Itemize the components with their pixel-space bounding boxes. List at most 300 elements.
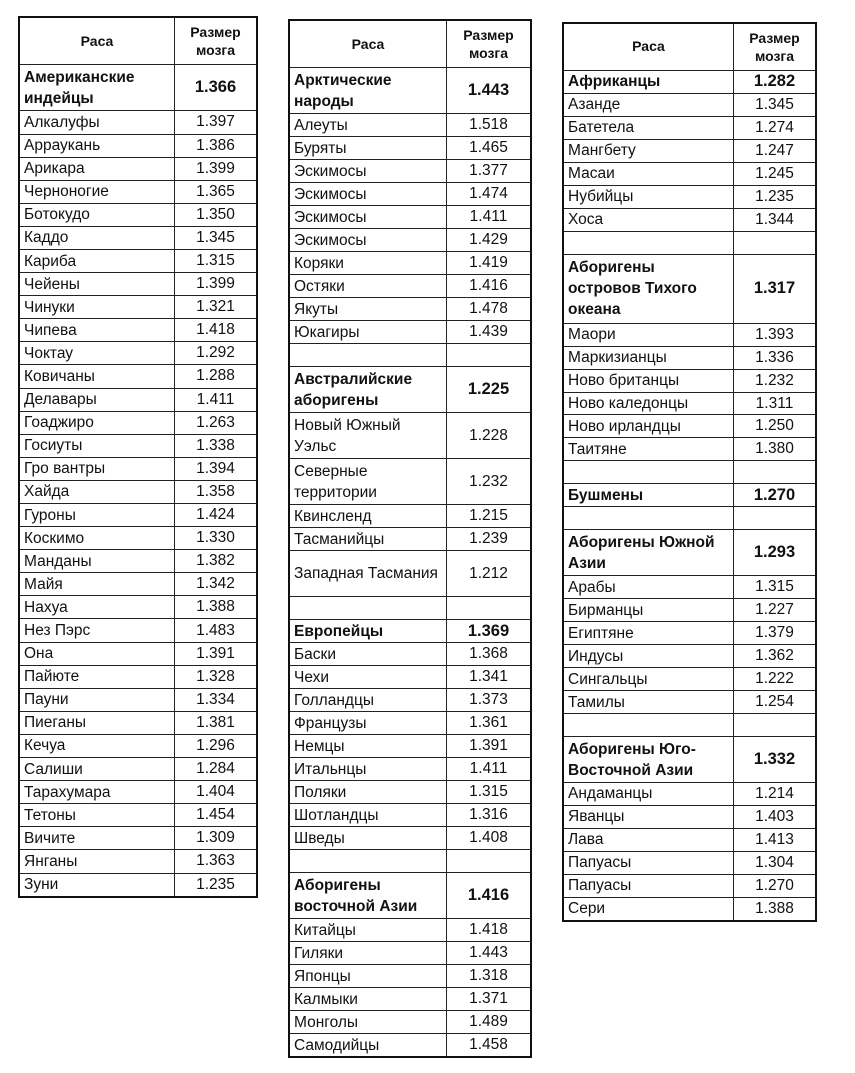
race-name: Эскимосы [290, 160, 447, 182]
table-row [564, 828, 815, 851]
table-row [290, 113, 530, 136]
table-row [290, 550, 530, 596]
race-name: Каддо [20, 227, 175, 249]
race-name: Пиеганы [20, 712, 175, 734]
table-row [20, 572, 256, 595]
race-name: Масаи [564, 163, 734, 185]
brain-size-value: 1.379 [755, 624, 794, 642]
brain-size-value: 1.474 [469, 185, 508, 202]
brain-size-value: 1.245 [755, 164, 794, 182]
brain-size-value: 1.293 [753, 543, 796, 562]
race-name: Квинсленд [290, 505, 447, 527]
brain-size-value: 1.350 [196, 205, 235, 223]
table-row [20, 457, 256, 480]
race-name [564, 461, 734, 483]
table-row [564, 346, 815, 369]
brain-size-value: 1.235 [196, 875, 235, 893]
race-name: Нахуа [20, 596, 175, 618]
table-row [290, 688, 530, 711]
table-row [564, 139, 815, 162]
table-row [564, 644, 815, 667]
race-name: Ботокудо [20, 204, 175, 226]
brain-size-value: 1.317 [753, 279, 796, 298]
brain-size-value [447, 850, 530, 872]
race-name: Ново британцы [564, 370, 734, 392]
brain-size-value: 1.397 [196, 113, 235, 131]
brain-size-value: 1.342 [196, 575, 235, 593]
brain-size-value: 1.393 [755, 325, 794, 343]
brain-size-value: 1.304 [755, 853, 794, 871]
race-name: Таитяне [564, 438, 734, 460]
header-race: Раса [564, 24, 734, 70]
group-row [564, 529, 815, 575]
race-name: Сери [564, 898, 734, 920]
race-name [564, 714, 734, 736]
spacer-row [564, 231, 815, 254]
race-name: Бирманцы [564, 599, 734, 621]
race-name: Салиши [20, 758, 175, 780]
table-row [20, 203, 256, 226]
table-row [290, 297, 530, 320]
table-row [564, 897, 815, 920]
brain-size-value: 1.418 [469, 921, 508, 938]
race-name: Баски [290, 643, 447, 665]
table-row [290, 274, 530, 297]
table-row [20, 411, 256, 434]
table-row [20, 341, 256, 364]
table-row [20, 595, 256, 618]
race-name: Сингальцы [564, 668, 734, 690]
table-row [290, 504, 530, 527]
table-row [290, 803, 530, 826]
brain-size-value: 1.332 [753, 750, 796, 769]
race-name: Ново каледонцы [564, 393, 734, 415]
race-name: Тамилы [564, 691, 734, 713]
brain-size-value: 1.232 [755, 371, 794, 389]
brain-size-value: 1.380 [755, 440, 794, 458]
table-row [20, 688, 256, 711]
table-row [20, 226, 256, 249]
table-row [290, 987, 530, 1010]
table-row [20, 318, 256, 341]
race-name: Арраукань [20, 135, 175, 157]
race-name: Ковичаны [20, 365, 175, 387]
race-name: Манданы [20, 550, 175, 572]
race-name: Папуасы [564, 852, 734, 874]
table-row [564, 621, 815, 644]
table-row [564, 208, 815, 231]
table-row [564, 437, 815, 460]
brain-size-value: 1.311 [755, 394, 794, 412]
table-row [290, 642, 530, 665]
brain-size-value [734, 232, 815, 254]
brain-size-value: 1.386 [196, 136, 235, 154]
header-brain-size: Размер мозга [749, 29, 800, 64]
table-arctic-australia-europe-eastasia [288, 19, 532, 1058]
race-name: Северные территории [290, 459, 447, 504]
brain-size-value: 1.443 [467, 81, 510, 99]
brain-size-value: 1.413 [755, 830, 794, 848]
table-row [20, 503, 256, 526]
race-name [290, 344, 447, 366]
table-row [564, 690, 815, 713]
race-name: Австралийские аборигены [290, 367, 447, 412]
brain-size-value: 1.321 [196, 298, 235, 316]
race-name: Аборигены восточной Азии [290, 873, 447, 918]
race-name: Кечуа [20, 735, 175, 757]
brain-size-value: 1.388 [196, 598, 235, 616]
brain-size-value: 1.263 [196, 413, 235, 431]
brain-size-value: 1.232 [469, 472, 508, 490]
race-name: Буряты [290, 137, 447, 159]
race-name: Бушмены [564, 484, 734, 506]
brain-size-value: 1.429 [469, 231, 508, 248]
brain-size-value: 1.424 [196, 506, 235, 524]
table-africa-pacific-asia [562, 22, 817, 922]
race-name: Самодийцы [290, 1034, 447, 1056]
brain-size-value: 1.439 [469, 323, 508, 340]
table-row [290, 205, 530, 228]
table-row [564, 162, 815, 185]
brain-size-value: 1.227 [755, 601, 794, 619]
table-row [564, 805, 815, 828]
table-row [290, 136, 530, 159]
table-row [290, 1033, 530, 1056]
race-name: Ново ирландцы [564, 415, 734, 437]
table-row [20, 734, 256, 757]
table-row [20, 757, 256, 780]
race-name: Она [20, 643, 175, 665]
brain-size-value: 1.411 [469, 208, 508, 225]
brain-size-value: 1.363 [196, 852, 235, 870]
brain-size-value: 1.222 [755, 670, 794, 688]
brain-size-value: 1.382 [196, 552, 235, 570]
brain-size-value: 1.443 [469, 944, 508, 961]
race-name: Голландцы [290, 689, 447, 711]
table-row [290, 964, 530, 987]
table-header [20, 18, 256, 64]
brain-size-value: 1.345 [755, 95, 794, 113]
brain-size-value [447, 597, 530, 619]
table-row [290, 458, 530, 504]
brain-size-value: 1.250 [755, 417, 794, 435]
group-row [564, 70, 815, 93]
table-row [290, 159, 530, 182]
race-name: Нез Пэрс [20, 619, 175, 641]
race-name: Арабы [564, 576, 734, 598]
spacer-row [564, 713, 815, 736]
race-name: Азанде [564, 94, 734, 116]
table-row [20, 618, 256, 641]
brain-size-value: 1.315 [469, 783, 508, 800]
header-race: Раса [20, 18, 175, 64]
brain-size-value: 1.454 [196, 806, 235, 824]
race-name: Янганы [20, 850, 175, 872]
race-name: Яванцы [564, 806, 734, 828]
race-name [564, 232, 734, 254]
brain-size-value: 1.239 [469, 530, 508, 547]
brain-size-value: 1.478 [469, 300, 508, 317]
race-name: Майя [20, 573, 175, 595]
brain-size-value: 1.212 [469, 564, 508, 582]
table-row [20, 849, 256, 872]
brain-size-value: 1.483 [196, 621, 235, 639]
race-name: Новый Южный Уэльс [290, 413, 447, 458]
brain-size-value: 1.416 [467, 886, 510, 904]
race-name: Западная Тасмания [290, 551, 447, 596]
table-row [290, 320, 530, 343]
table-row [290, 228, 530, 251]
race-name: Маори [564, 324, 734, 346]
table-row [564, 575, 815, 598]
race-name: Делавары [20, 389, 175, 411]
table-row [564, 874, 815, 897]
brain-size-value: 1.270 [753, 485, 796, 504]
header-brain-size: Размер мозга [190, 24, 241, 59]
race-name: Монголы [290, 1011, 447, 1033]
table-row [564, 116, 815, 139]
brain-size-value: 1.315 [196, 252, 235, 270]
brain-size-value: 1.465 [469, 139, 508, 156]
table-row [20, 480, 256, 503]
brain-size-value [734, 714, 815, 736]
race-name: Чоктау [20, 342, 175, 364]
brain-size-value: 1.270 [755, 876, 794, 894]
header-brain-size: Размер мозга [463, 27, 514, 61]
brain-size-value: 1.388 [755, 899, 794, 917]
race-name: Нубийцы [564, 186, 734, 208]
table-row [290, 757, 530, 780]
table-row [20, 272, 256, 295]
brain-size-value: 1.381 [196, 713, 235, 731]
brain-size-value: 1.274 [755, 118, 794, 136]
brain-size-value: 1.391 [469, 737, 508, 754]
brain-size-value: 1.316 [469, 806, 508, 823]
table-americas [18, 16, 258, 898]
brain-size-value: 1.403 [755, 807, 794, 825]
race-name: Американские индейцы [20, 65, 175, 110]
race-name: Тетоны [20, 804, 175, 826]
brain-size-value: 1.408 [469, 829, 508, 846]
race-name: Зуни [20, 874, 175, 896]
brain-size-value [734, 461, 815, 483]
race-name: Итальнцы [290, 758, 447, 780]
race-name: Аборигены Южной Азии [564, 530, 734, 575]
table-row [20, 665, 256, 688]
race-name: Чипева [20, 319, 175, 341]
table-row [20, 295, 256, 318]
table-row [564, 392, 815, 415]
spacer-row [290, 849, 530, 872]
race-name: Египтяне [564, 622, 734, 644]
spacer-row [564, 506, 815, 529]
race-name: Эскимосы [290, 206, 447, 228]
brain-size-value: 1.336 [755, 348, 794, 366]
table-row [20, 642, 256, 665]
race-name: Китайцы [290, 919, 447, 941]
table-row [290, 251, 530, 274]
race-name: Батетела [564, 117, 734, 139]
race-name: Эскимосы [290, 183, 447, 205]
race-name: Чейены [20, 273, 175, 295]
race-name: Вичите [20, 827, 175, 849]
race-name: Гро вантры [20, 458, 175, 480]
race-name: Хайда [20, 481, 175, 503]
race-name: Тарахумара [20, 781, 175, 803]
group-row [290, 67, 530, 113]
table-row [564, 414, 815, 437]
brain-size-value: 1.411 [469, 760, 508, 777]
race-name: Эскимосы [290, 229, 447, 251]
race-name: Алеуты [290, 114, 447, 136]
race-name [564, 507, 734, 529]
table-row [20, 711, 256, 734]
brain-size-value: 1.371 [469, 990, 508, 1007]
race-name: Кариба [20, 250, 175, 272]
brain-size-value: 1.309 [196, 829, 235, 847]
race-name: Юкагиры [290, 321, 447, 343]
brain-size-value: 1.369 [467, 621, 510, 640]
group-row [564, 254, 815, 323]
table-row [20, 873, 256, 896]
table-row [20, 780, 256, 803]
table-row [20, 434, 256, 457]
spacer-row [564, 460, 815, 483]
table-row [564, 667, 815, 690]
table-row [290, 665, 530, 688]
group-row [564, 736, 815, 782]
brain-size-value: 1.330 [196, 529, 235, 547]
table-row [290, 734, 530, 757]
brain-size-value: 1.214 [755, 784, 794, 802]
table-header [290, 21, 530, 67]
race-name: Госиуты [20, 435, 175, 457]
race-name: Хоса [564, 209, 734, 231]
race-name: Немцы [290, 735, 447, 757]
race-name: Алкалуфы [20, 111, 175, 133]
brain-size-value: 1.399 [196, 275, 235, 293]
brain-size-value: 1.373 [469, 691, 508, 708]
group-row [290, 366, 530, 412]
race-name: Японцы [290, 965, 447, 987]
table-header [564, 24, 815, 70]
brain-size-value: 1.362 [755, 647, 794, 665]
table-row [290, 412, 530, 458]
race-name [290, 850, 447, 872]
table-row [564, 851, 815, 874]
brain-size-value [447, 344, 530, 366]
race-name: Тасманийцы [290, 528, 447, 550]
table-row [20, 110, 256, 133]
table-row [20, 180, 256, 203]
race-name: Чехи [290, 666, 447, 688]
brain-size-value: 1.292 [196, 344, 235, 362]
brain-size-value: 1.225 [467, 380, 510, 398]
table-row [564, 323, 815, 346]
race-name: Шведы [290, 827, 447, 849]
brain-size-value: 1.365 [196, 182, 235, 200]
brain-size-value: 1.366 [194, 78, 237, 97]
brain-size-value: 1.338 [196, 436, 235, 454]
group-row [564, 483, 815, 506]
brain-size-value: 1.368 [469, 645, 508, 662]
race-name: Шотландцы [290, 804, 447, 826]
brain-size-value: 1.282 [753, 72, 796, 91]
table-row [290, 182, 530, 205]
table-row [290, 527, 530, 550]
race-name: Черноногие [20, 181, 175, 203]
brain-size-value: 1.328 [196, 667, 235, 685]
brain-size-value: 1.419 [469, 254, 508, 271]
group-row [290, 619, 530, 642]
table-row [20, 364, 256, 387]
brain-size-value: 1.404 [196, 783, 235, 801]
brain-size-value: 1.416 [469, 277, 508, 294]
table-row [290, 711, 530, 734]
brain-size-value: 1.254 [755, 693, 794, 711]
race-name: Индусы [564, 645, 734, 667]
race-name: Пайюте [20, 666, 175, 688]
race-name: Гиляки [290, 942, 447, 964]
table-row [290, 1010, 530, 1033]
race-name: Лава [564, 829, 734, 851]
race-name: Остяки [290, 275, 447, 297]
table-row [20, 803, 256, 826]
table-row [564, 185, 815, 208]
table-row [290, 780, 530, 803]
race-name: Папуасы [564, 875, 734, 897]
race-name: Африканцы [564, 71, 734, 93]
brain-size-value: 1.296 [196, 736, 235, 754]
table-row [20, 826, 256, 849]
table-row [20, 388, 256, 411]
race-name: Чинуки [20, 296, 175, 318]
brain-size-value [734, 507, 815, 529]
table-row [20, 549, 256, 572]
race-name: Мангбету [564, 140, 734, 162]
brain-size-value: 1.215 [469, 507, 508, 524]
race-name: Калмыки [290, 988, 447, 1010]
spacer-row [290, 343, 530, 366]
table-row [20, 526, 256, 549]
brain-size-value: 1.391 [196, 644, 235, 662]
group-row [20, 64, 256, 110]
brain-size-value: 1.284 [196, 760, 235, 778]
brain-size-value: 1.334 [196, 690, 235, 708]
race-name: Французы [290, 712, 447, 734]
race-name: Европейцы [290, 620, 447, 642]
brain-size-value: 1.518 [469, 116, 508, 133]
brain-size-value: 1.418 [196, 321, 235, 339]
race-name: Арикара [20, 158, 175, 180]
table-row [290, 918, 530, 941]
race-name: Маркизианцы [564, 347, 734, 369]
table-row [290, 941, 530, 964]
brain-size-value: 1.394 [196, 459, 235, 477]
table-row [564, 369, 815, 392]
race-name: Гоаджиро [20, 412, 175, 434]
brain-size-value: 1.489 [469, 1013, 508, 1030]
brain-size-value: 1.247 [755, 141, 794, 159]
brain-size-value: 1.458 [469, 1036, 508, 1053]
table-row [20, 134, 256, 157]
header-race: Раса [290, 21, 447, 67]
brain-size-value: 1.377 [469, 162, 508, 179]
table-row [20, 157, 256, 180]
race-name: Якуты [290, 298, 447, 320]
race-name: Аборигены островов Тихого океана [564, 255, 734, 323]
brain-size-value: 1.341 [469, 668, 508, 685]
